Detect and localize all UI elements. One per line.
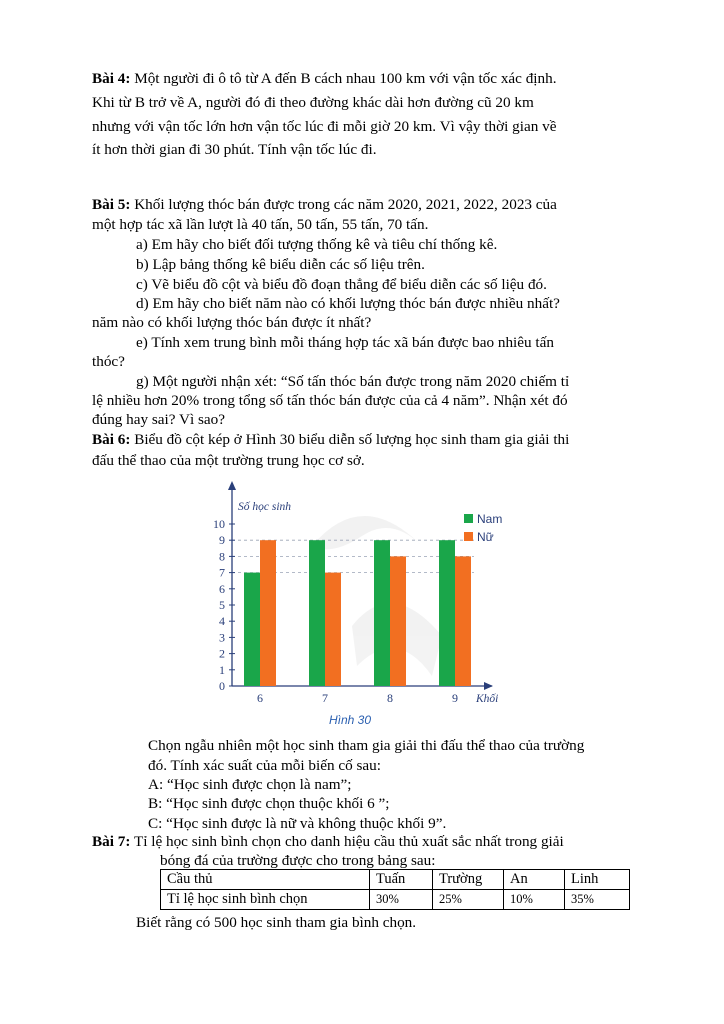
table-cell: 30% xyxy=(370,890,433,910)
bai6-event-b: B: “Học sinh được chọn thuộc khối 6 ”; xyxy=(148,795,390,812)
bai5-question-g-end: đúng hay sai? Vì sao? xyxy=(92,411,226,428)
y-tick-label: 3 xyxy=(219,630,225,645)
x-tick-label: 6 xyxy=(257,691,263,705)
bai5-question-e-cont: thóc? xyxy=(92,353,125,370)
y-tick-label: 6 xyxy=(219,581,225,596)
bai7-line-2: bóng đá của trường được cho trong bảng sau: xyxy=(160,852,436,869)
bar-nam-8 xyxy=(374,540,390,686)
table-header-row xyxy=(161,870,630,890)
bai6-title: Bài 6: xyxy=(92,431,131,448)
y-axis-arrow xyxy=(228,481,236,490)
y-tick-label: 7 xyxy=(219,565,225,580)
table-cell: Trường xyxy=(433,870,504,890)
y-tick-label: 10 xyxy=(213,517,225,531)
bar-nam-6 xyxy=(244,573,260,686)
table-cell: 10% xyxy=(504,890,565,910)
double-bar-chart xyxy=(192,476,532,732)
y-tick-label: 1 xyxy=(219,662,225,677)
legend-swatch xyxy=(464,514,473,523)
y-tick-label: 9 xyxy=(219,533,225,548)
bai6-event-c: C: “Học sinh được là nữ và không thuộc khối 9”. xyxy=(148,815,447,832)
bai6-after-1: Chọn ngẫu nhiên một học sinh tham gia giải thi đấu thể thao của trường xyxy=(148,737,585,754)
bai7-title: Bài 7: xyxy=(92,833,131,850)
bai6-after-2: đó. Tính xác suất của mỗi biến cố sau: xyxy=(148,757,381,774)
bai6-event-a: A: “Học sinh được chọn là nam”; xyxy=(148,776,352,793)
bai5-question-g-cont: lệ nhiều hơn 20% trong tổng số tấn thóc bán được của cả 4 năm”. Nhận xét đó xyxy=(92,392,568,409)
bai4-line-1: Bài 4: Một người đi ô tô từ A đến B cách nhau 100 km với vận tốc xác định. xyxy=(92,70,557,87)
bai5-question-d-cont: năm nào có khối lượng thóc bán được ít nhất? xyxy=(92,314,372,331)
x-tick-label: 7 xyxy=(322,691,328,705)
bai4-line-3: nhưng với vận tốc lớn hơn vận tốc lúc đi mỗi giờ 20 km. Vì vậy thời gian về xyxy=(92,118,557,135)
bai4-line-2: Khi từ B trở về A, người đó đi theo đường khác dài hơn đường cũ 20 km xyxy=(92,94,534,111)
table-row xyxy=(161,890,630,910)
vote-table xyxy=(160,869,630,910)
y-tick-label: 8 xyxy=(219,549,225,564)
bai5-question-d: d) Em hãy cho biết năm nào có khối lượng thóc bán được nhiều nhất? xyxy=(136,295,560,312)
bai5-question-e: e) Tính xem trung bình mỗi tháng hợp tác xã bán được bao nhiêu tấn xyxy=(136,334,554,351)
bar-nu-8 xyxy=(390,556,406,686)
bar-nu-7 xyxy=(325,573,341,686)
bai5-question-g: g) Một người nhận xét: “Số tấn thóc bán được trong năm 2020 chiếm tỉ xyxy=(136,373,570,390)
table-cell: 35% xyxy=(565,890,630,910)
bai5-question-b: b) Lập bảng thống kê biểu diễn các số liệu trên. xyxy=(136,256,425,273)
chart-caption: Hình 30 xyxy=(328,713,372,727)
bar-nam-9 xyxy=(439,540,455,686)
bai5-question-c: c) Vẽ biểu đồ cột và biểu đồ đoạn thẳng để biểu diễn các số liệu đó. xyxy=(136,276,547,293)
bai5-line-2: một hợp tác xã lần lượt là 40 tấn, 50 tấn, 55 tấn, 70 tấn. xyxy=(92,216,429,233)
bai5-question-a: a) Em hãy cho biết đối tượng thống kê và tiêu chí thống kê. xyxy=(136,236,498,253)
bai6-line-2: đấu thể thao của một trường trung học cơ sở. xyxy=(92,452,365,469)
bai6-line-1: Bài 6: Biểu đồ cột kép ở Hình 30 biểu diễn số lượng học sinh tham gia giải thi xyxy=(92,431,570,448)
bai4-title: Bài 4: xyxy=(92,70,131,87)
table-cell: Cầu thủ xyxy=(161,870,370,890)
y-tick-label: 2 xyxy=(219,646,225,661)
bai7-footer: Biết rằng có 500 học sinh tham gia bình chọn. xyxy=(136,914,417,931)
y-tick-label: 5 xyxy=(219,598,225,612)
bar-nu-9 xyxy=(455,556,471,686)
y-tick-label: 0 xyxy=(219,679,225,693)
bai4-line-4: ít hơn thời gian đi 30 phút. Tính vận tốc lúc đi. xyxy=(92,141,377,158)
table-cell: An xyxy=(504,870,565,890)
bai5-title: Bài 5: xyxy=(92,196,131,213)
x-axis-arrow xyxy=(484,682,493,690)
legend-label: Nữ xyxy=(477,530,494,544)
legend-swatch xyxy=(464,532,473,541)
table-cell: 25% xyxy=(433,890,504,910)
table-cell: Tỉ lệ học sinh bình chọn xyxy=(161,890,370,910)
table-cell: Linh xyxy=(565,870,630,890)
x-tick-label: 8 xyxy=(387,691,393,705)
y-tick-label: 4 xyxy=(219,614,225,629)
x-tick-label: 9 xyxy=(452,691,458,705)
bar-nu-6 xyxy=(260,540,276,686)
x-axis-title: Khối xyxy=(476,693,499,705)
bai5-line-1: Bài 5: Khối lượng thóc bán được trong các năm 2020, 2021, 2022, 2023 của xyxy=(92,196,557,213)
table-cell: Tuấn xyxy=(370,870,433,890)
bai7-line-1: Bài 7: Tỉ lệ học sinh bình chọn cho danh hiệu cầu thủ xuất sắc nhất trong giải xyxy=(92,833,564,850)
bar-nam-7 xyxy=(309,540,325,686)
legend-label: Nam xyxy=(477,512,503,526)
y-axis-title: Số học sinh xyxy=(238,501,292,513)
